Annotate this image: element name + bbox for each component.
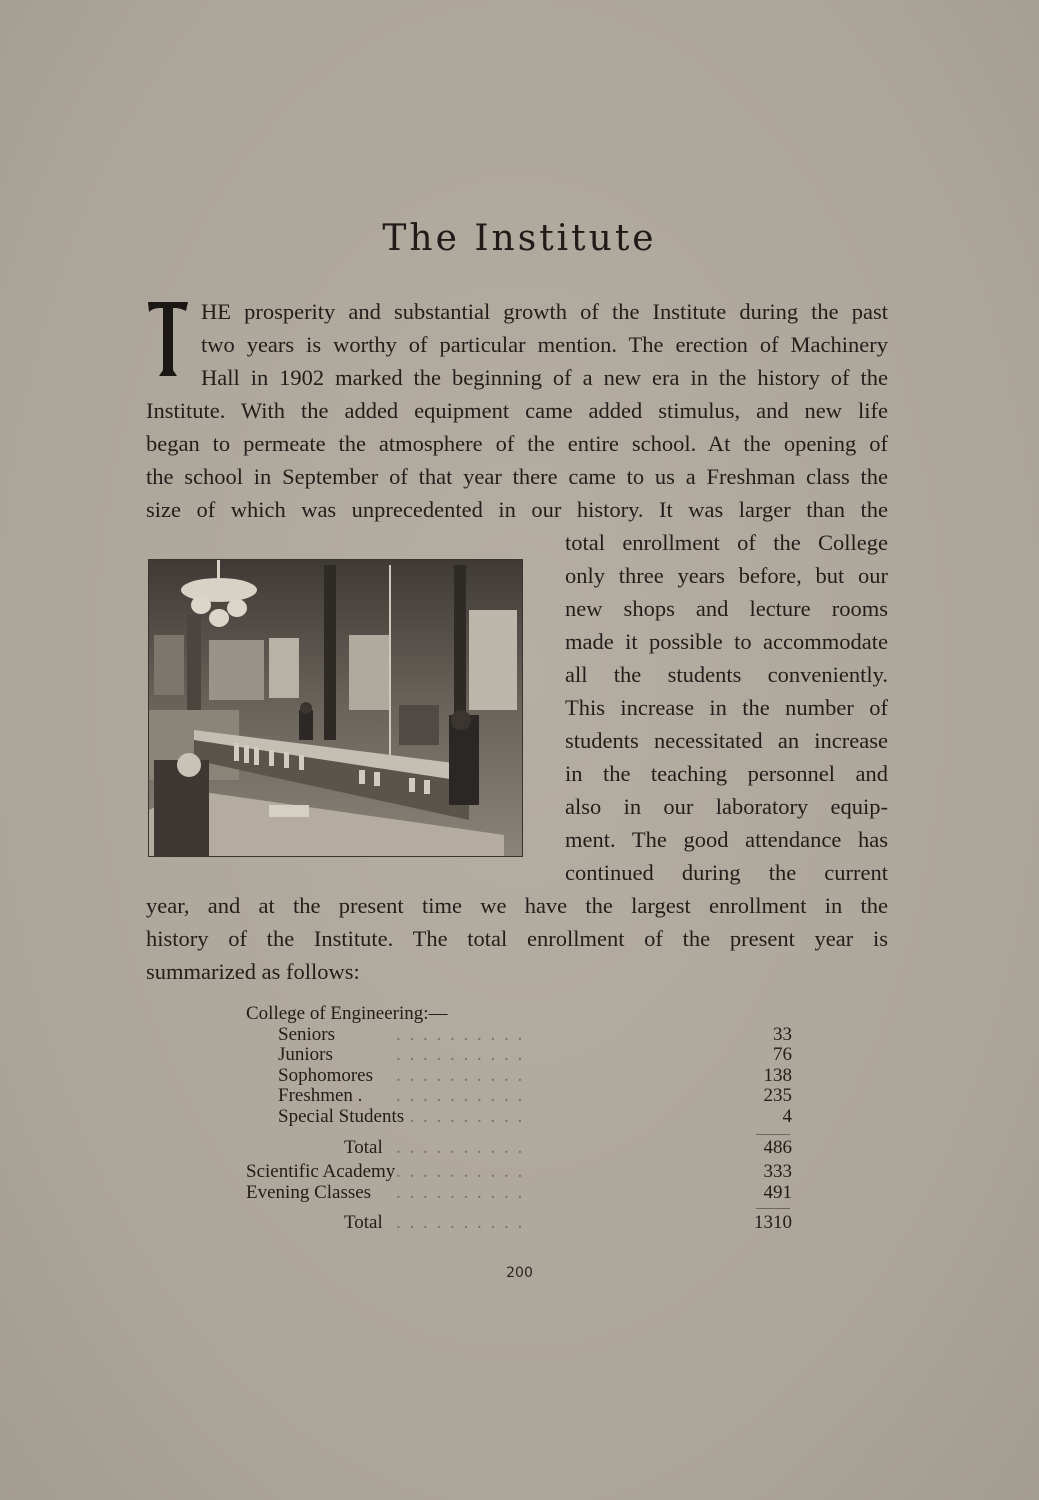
table-row	[246, 1045, 792, 1066]
dot-leader: . . . . . . . . . .	[396, 1086, 525, 1107]
row-label: Freshmen .	[278, 1085, 363, 1107]
table-row	[246, 1025, 792, 1046]
row-label: Juniors	[278, 1044, 333, 1066]
text-line: ment. The good attendance has	[565, 827, 888, 852]
text-line: Hall in 1902 marked the beginning of a new era in the history of the	[201, 365, 888, 390]
sum-rule	[756, 1134, 790, 1135]
text-line: history of the Institute. The total enrollment of the present year is	[146, 926, 888, 951]
row-label: Sophomores	[278, 1064, 373, 1086]
text-line: year, and at the present time we have the largest enrollment in the	[146, 893, 888, 918]
dot-leader: . . . . . . . . . .	[396, 1213, 525, 1234]
text-line: in the teaching personnel and	[565, 761, 888, 786]
table-row	[246, 1183, 792, 1204]
table-heading: College of Engineering:—	[246, 1003, 448, 1024]
text-line: all the students conveniently.	[565, 662, 888, 687]
row-value: 491	[763, 1181, 792, 1203]
row-label: Seniors	[278, 1023, 335, 1045]
row-label: Evening Classes	[246, 1181, 372, 1203]
table-row	[246, 1066, 792, 1087]
dot-leader: . . . . . . . . . .	[396, 1162, 525, 1183]
dot-leader: . . . . . . . . . .	[396, 1182, 525, 1203]
sum-rule	[756, 1208, 790, 1209]
text-line: total enrollment of the College	[565, 530, 888, 555]
table-row-total	[246, 1138, 792, 1159]
table-row	[246, 1086, 792, 1107]
page-title: The Institute	[382, 218, 657, 259]
laboratory-photograph	[148, 559, 523, 857]
text-line: only three years before, but our	[565, 563, 888, 588]
row-value: 235	[763, 1085, 792, 1107]
row-value: 33	[773, 1023, 792, 1045]
text-line: students necessitated an increase	[565, 728, 888, 753]
sum-rule-row	[246, 1203, 792, 1213]
intro-paragraph-bottom	[146, 889, 888, 988]
enrollment-summary-table	[246, 1004, 792, 1234]
text-line: made it possible to accommodate	[565, 629, 888, 654]
dot-leader: . . . . . . . . . .	[396, 1045, 525, 1066]
row-value: 4	[782, 1105, 792, 1127]
text-line: continued during the current	[565, 860, 888, 885]
table-row	[246, 1107, 792, 1128]
text-line: two years is worthy of particular mention. The erection of Machinery	[201, 332, 888, 357]
row-label: Total	[344, 1136, 383, 1158]
page-number: 200	[506, 1265, 533, 1281]
text-line: size of which was unprecedented in our history. It was larger than the	[146, 497, 888, 522]
row-value: 1310	[754, 1212, 792, 1234]
text-line: Institute. With the added equipment came added stimulus, and new life	[146, 398, 888, 423]
lab-photo-image	[149, 560, 523, 857]
dot-leader: . . . . . . . . . .	[396, 1106, 525, 1127]
row-label: Total	[344, 1212, 383, 1234]
row-value: 486	[763, 1136, 792, 1158]
row-value: 76	[773, 1044, 792, 1066]
row-label: Scientific Academy	[246, 1161, 396, 1183]
text-line: began to permeate the atmosphere of the entire school. At the opening of	[146, 431, 888, 456]
dot-leader: . . . . . . . . . .	[396, 1065, 525, 1086]
text-line: new shops and lecture rooms	[565, 596, 888, 621]
dot-leader: . . . . . . . . . .	[396, 1137, 525, 1158]
text-line: HE prosperity and substantial growth of the Institute during the past	[201, 299, 888, 324]
table-row-grand-total	[246, 1213, 792, 1234]
row-label: Special Students	[278, 1105, 405, 1127]
dot-leader: . . . . . . . . . .	[396, 1024, 525, 1045]
sum-rule-row	[246, 1128, 792, 1138]
text-line: This increase in the number of	[565, 695, 888, 720]
row-value: 333	[763, 1161, 792, 1183]
text-line: also in our laboratory equip-	[565, 794, 888, 819]
intro-paragraph-side	[565, 526, 888, 889]
text-line: summarized as follows:	[146, 959, 360, 984]
intro-paragraph-top	[146, 295, 888, 526]
table-row	[246, 1162, 792, 1183]
text-line: the school in September of that year there came to us a Freshman class the	[146, 464, 888, 489]
table-heading-row	[246, 1004, 792, 1025]
row-value: 138	[763, 1064, 792, 1086]
